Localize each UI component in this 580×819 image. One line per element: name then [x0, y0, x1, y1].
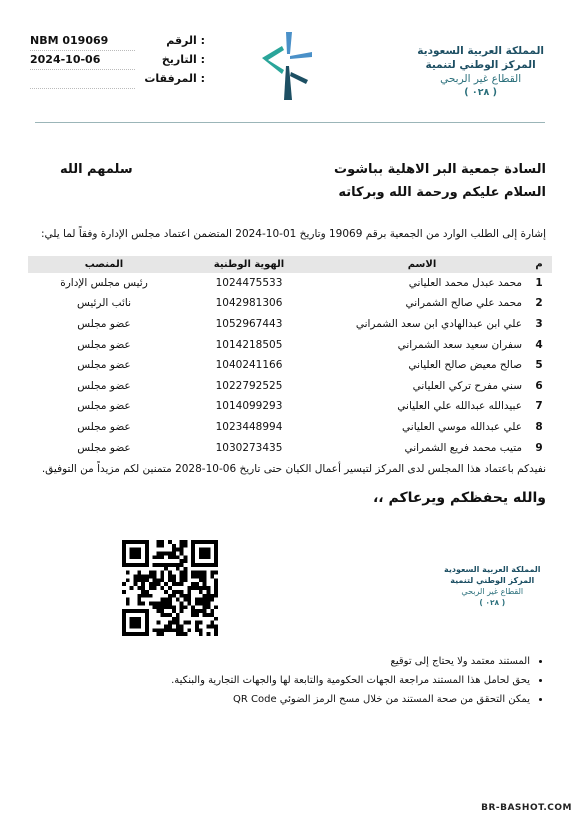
org-country: المملكة العربية السعودية: [417, 45, 544, 57]
row-name: سفران سعيد سعد الشمراني: [318, 334, 526, 355]
row-num: 1: [526, 273, 552, 293]
table-row: [28, 437, 552, 458]
closing-paragraph: نفيدكم باعتماد هذا المجلس لدى المركز لتيسير أعمال الكيان حتى تاريخ 06-10-2028 متمنين لكم مزيداً من التوفيق.: [41, 463, 546, 475]
row-position: نائب الرئيس: [28, 293, 180, 314]
note-item: • المستند معتمد ولا يحتاج إلى توقيع: [90, 652, 530, 671]
table-header-row: [28, 256, 552, 273]
row-id: 1014099293: [180, 396, 318, 417]
board-members-table: [28, 256, 552, 458]
note-item: • يحق لحامل هذا المستند مراجعة الجهات الحكومية والتابعة لها والجهات التجارية والبنكية.: [90, 671, 530, 690]
greeting: السلام عليكم ورحمة الله وبركاته: [338, 185, 546, 200]
row-name: محمد علي صالح الشمراني: [318, 293, 526, 314]
row-id: 1052967443: [180, 314, 318, 335]
reference-block: [30, 34, 205, 91]
table-row: [28, 396, 552, 417]
addressee: السادة جمعية البر الاهلية بباشوت: [334, 162, 546, 177]
header-name: الاسم: [318, 256, 526, 273]
org-center: المركز الوطني لتنمية: [425, 59, 536, 71]
table-row: [28, 293, 552, 314]
row-num: 8: [526, 417, 552, 438]
row-name: علي ابن عبدالهادي ابن سعد الشمراني: [318, 314, 526, 335]
row-id: 1040241166: [180, 355, 318, 376]
org-sector: القطاع غير الربحي: [440, 73, 522, 85]
row-id: 1030273435: [180, 437, 318, 458]
header-divider: [35, 122, 545, 123]
row-position: عضو مجلس: [28, 437, 180, 458]
table-row: [28, 314, 552, 335]
organization-header: [417, 44, 544, 100]
row-num: 9: [526, 437, 552, 458]
row-position: عضو مجلس: [28, 314, 180, 335]
row-id: 1023448994: [180, 417, 318, 438]
row-position: عضو مجلس: [28, 417, 180, 438]
row-num: 3: [526, 314, 552, 335]
row-name: متيب محمد فريع الشمراني: [318, 437, 526, 458]
document-notes: [90, 652, 548, 709]
row-num: 7: [526, 396, 552, 417]
row-name: صالح معيض صالح العلياني: [318, 355, 526, 376]
reference-number-row: [30, 34, 205, 53]
reference-number: NBM 019069: [30, 34, 109, 47]
center-stamp: [444, 564, 541, 608]
row-id: 1024475533: [180, 273, 318, 293]
stamp-code: ( ٠٢٨ ): [479, 598, 506, 607]
row-name: علي عبدالله موسي العلياني: [318, 417, 526, 438]
site-watermark: BR-BASHOT.COM: [481, 803, 572, 813]
table-row: [28, 417, 552, 438]
header-num: م: [526, 256, 552, 273]
table-row: [28, 334, 552, 355]
row-name: عبيدالله عبدالله علي العلياني: [318, 396, 526, 417]
reference-number-label: الرقم :: [166, 34, 205, 47]
row-position: عضو مجلس: [28, 334, 180, 355]
row-id: 1022792525: [180, 375, 318, 396]
row-num: 5: [526, 355, 552, 376]
row-num: 4: [526, 334, 552, 355]
table-row: [28, 273, 552, 293]
row-position: عضو مجلس: [28, 355, 180, 376]
row-position: عضو مجلس: [28, 396, 180, 417]
row-position: عضو مجلس: [28, 375, 180, 396]
org-code: ( ٠٢٨ ): [464, 87, 497, 98]
reference-date-label: التاريخ :: [161, 53, 205, 66]
row-name: سني مفرح تركي العلياني: [318, 375, 526, 396]
stamp-center: المركز الوطني لتنمية: [450, 576, 535, 585]
qr-code-icon: [122, 540, 218, 636]
reference-date-row: [30, 53, 205, 72]
row-name: محمد عبدل محمد العلياني: [318, 273, 526, 293]
row-id: 1014218505: [180, 334, 318, 355]
center-logo-icon: [260, 28, 314, 102]
attachments-label: المرفقات :: [144, 72, 205, 85]
header-id: الهوية الوطنية: [180, 256, 318, 273]
stamp-country: المملكة العربية السعودية: [444, 565, 541, 574]
closing-wish: والله يحفظكم ويرعاكم ،،: [372, 490, 546, 506]
intro-paragraph: إشارة إلى الطلب الوارد من الجمعية برقم 19069 وتاريخ 01-10-2024 المتضمن اعتماد مجلس الإدارة وفقاً لما يلي:: [40, 228, 546, 240]
row-num: 2: [526, 293, 552, 314]
row-id: 1042981306: [180, 293, 318, 314]
note-item: • يمكن التحقق من صحة المستند من خلال مسح الرمز الضوئي QR Code: [90, 690, 530, 709]
attachments-row: [30, 72, 205, 91]
row-num: 6: [526, 375, 552, 396]
header-position: المنصب: [28, 256, 180, 273]
row-position: رئيس مجلس الإدارة: [28, 273, 180, 293]
reference-date: 2024-10-06: [30, 53, 101, 66]
table-row: [28, 355, 552, 376]
table-row: [28, 375, 552, 396]
stamp-sector: القطاع غير الربحي: [461, 587, 524, 596]
salutation: سلمهم الله: [60, 162, 133, 177]
